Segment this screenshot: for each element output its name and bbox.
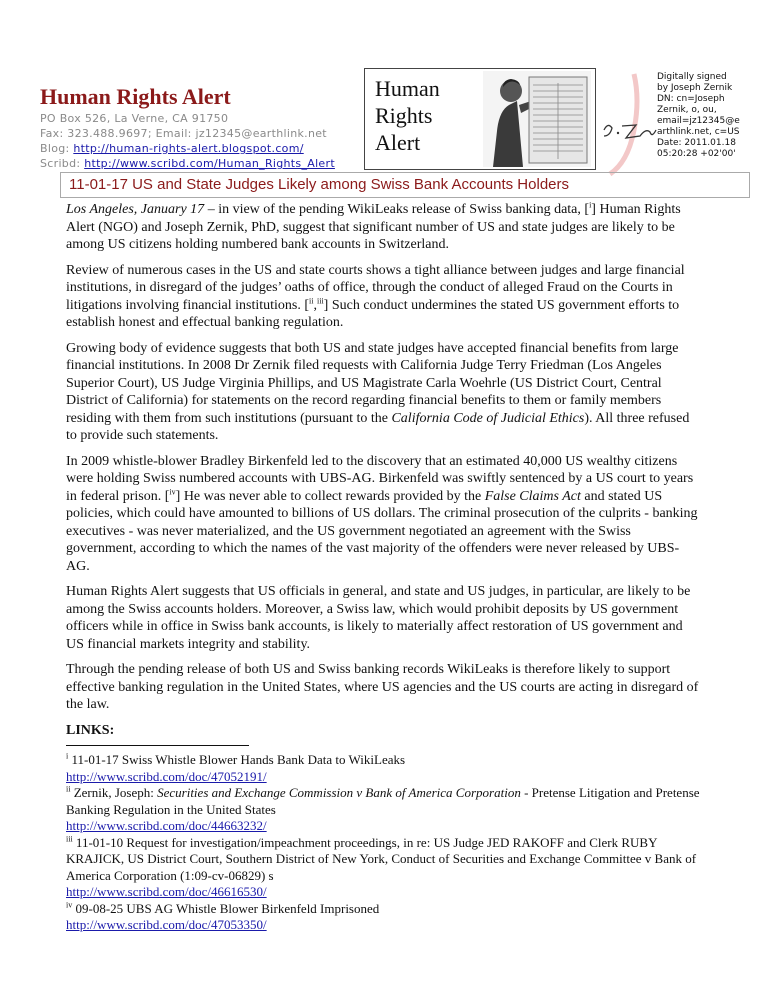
paragraph-4 (66, 453, 702, 576)
footnote-iv (66, 901, 716, 934)
sig-line-3: DN: cn=Joseph (657, 94, 725, 104)
p2-ref-separator: , (313, 297, 317, 313)
press-release-title-box (60, 172, 750, 198)
logo-text (375, 75, 440, 156)
footnote-link[interactable]: http://www.scribd.com/doc/47052191/ (66, 768, 267, 784)
footnote-text-italic: Securities and Exchange Commission v Bank of America Corporation (157, 785, 521, 800)
scribd-line (40, 157, 335, 170)
logo-line-3: Alert (375, 130, 421, 155)
footnote-marker: iii (66, 834, 73, 844)
p2-text-a: Review of numerous cases in the US and state courts shows a tight alliance between judges and large financial institutions, in disregard of the judges’ oaths of office, through the conduct of alleged Fraud on the Courts in litigations involving financial institutions. [ (66, 262, 685, 313)
footnote-marker: i (66, 751, 69, 761)
footnote-ref-iv[interactable]: iv (169, 486, 176, 496)
org-name: Human Rights Alert (40, 84, 231, 109)
sig-line-6: arthlink.net, c=US (657, 127, 740, 137)
footnote-divider (66, 745, 249, 746)
p1-text-a: – in view of the pending WikiLeaks release of Swiss banking data, [ (204, 202, 590, 217)
footnote-i (66, 752, 716, 785)
footnote-text-tail: - Pretense Litigation and Pretense Banking Regulation in the United States (66, 785, 700, 817)
org-contact: Fax: 323.488.9697; Email: jz12345@earthlink.net (40, 127, 327, 140)
signature-mark-icon (600, 70, 658, 180)
paragraph-5: Human Rights Alert suggests that US officials in general, and state and US judges, in particular, are likely to be among the Swiss accounts holders. Moreover, a Swiss law, which would prohibit deposits by US government officers while in office in Swiss bank accounts, is likely to materially affect restoration of US government and US financial markets integrity and stability. (66, 584, 691, 652)
p4-text-a: In 2009 whistle-blower Bradley Birkenfeld led to the discovery that an estimated 40,000 US wealthy citizens were holding Swiss numbered accounts with UBS-AG. Birkenfeld was swiftly sentenced by a US court to years in federal prison. [ (66, 453, 694, 504)
blog-line (40, 142, 304, 155)
hra-logo (364, 68, 596, 170)
footnote-text: 11-01-17 Swiss Whistle Blower Hands Bank Data to WikiLeaks (68, 752, 406, 767)
sig-line-5: email=jz12345@e (657, 116, 740, 126)
footnote-text: Zernik, Joseph: (70, 785, 158, 800)
sig-line-1: Digitally signed (657, 72, 727, 82)
footnote-ref-iii[interactable]: iii (317, 295, 324, 305)
p3-text-b: ). All three refused to provide such statements. (66, 410, 690, 443)
footnote-text: 09-08-25 UBS AG Whistle Blower Birkenfeld Imprisoned (72, 900, 380, 916)
sig-line-8: 05:20:28 +02'00' (657, 149, 736, 159)
scribd-link[interactable]: http://www.scribd.com/Human_Rights_Alert (84, 157, 335, 170)
footnote-link[interactable]: http://www.scribd.com/doc/44663232/ (66, 818, 267, 833)
blog-link[interactable]: http://human-rights-alert.blogspot.com/ (73, 142, 304, 155)
sig-line-4: Zernik, o, ou, (657, 105, 717, 115)
footnote-ref-i[interactable]: i (589, 200, 592, 210)
p3-code-title: California Code of Judicial Ethics (391, 410, 585, 426)
paragraph-3 (66, 340, 702, 445)
p4-text-b: ] He was never able to collect rewards provided by the (175, 488, 485, 504)
sig-line-7: Date: 2011.01.18 (657, 138, 736, 148)
footnote-link[interactable]: http://www.scribd.com/doc/47053350/ (66, 917, 267, 932)
p1-text-b: ] Human Rights Alert (NGO) and Joseph Zernik, PhD, suggest that significant number of US and state judges are likely to be among US citizens holding numbered bank accounts in Switzerland. (66, 202, 681, 252)
p2-text-b: ] Such conduct undermines the stated US government efforts to establish honest and effectual banking regulation. (66, 297, 680, 330)
dateline: Los Angeles, January 17 (66, 202, 205, 217)
footnote-marker: ii (66, 784, 71, 794)
paragraph-1 (66, 201, 702, 254)
links-heading: LINKS: (66, 722, 115, 738)
footnotes (66, 752, 716, 934)
footnote-link[interactable]: http://www.scribd.com/doc/46616530/ (66, 884, 267, 899)
footnote-text: 11-01-10 Request for investigation/impeachment proceedings, in re: US Judge JED RAKOFF and Clerk RUBY KRAJICK, US District Court, Southern District of New York, Conduct of Securities and Exchange Committee v Bank of America Corporation (1:09-cv-06829) s (66, 834, 697, 883)
footnote-ref-ii[interactable]: ii (309, 295, 314, 305)
footnote-marker: iv (66, 900, 73, 910)
p4-text-c: and stated US policies, which could have amounted to billions of US dollars. The criminal prosecution of the culprits - banking executives - was never materialized, and the US government negotiated an agreement with the Swiss government, according to which the names of the vast majority of the offenders were never released by UBS-AG. (66, 488, 698, 574)
footnote-iii (66, 835, 716, 901)
paragraph-6: Through the pending release of both US and Swiss banking records WikiLeaks is therefore likely to support effective banking regulation in the United States, where US agencies and the US courts are acting in disregard of the law. (66, 662, 699, 712)
digital-signature-info (657, 72, 767, 160)
logo-line-1: Human (375, 76, 440, 101)
paragraph-2 (66, 262, 702, 332)
blog-label: Blog: (40, 142, 74, 155)
press-release-body (66, 201, 702, 747)
footnote-ii (66, 785, 716, 835)
press-release-title: 11-01-17 US and State Judges Likely among Swiss Bank Accounts Holders (69, 176, 569, 193)
org-address: PO Box 526, La Verne, CA 91750 (40, 112, 229, 125)
p4-act-title: False Claims Act (484, 488, 581, 504)
p3-text-a: Growing body of evidence suggests that both US and state judges have accepted financial benefits from large financial institutions. In 2008 Dr Zernik filed requests with California Judge Terry Friedman (Los Angeles Superior Court), US Judge Virginia Phillips, and US Magistrate Carla Woehrle (US District Court, Central District of California) for statements on the record regarding financial benefits to them or family members residing with them from such institutions (pursuant to the (66, 340, 679, 426)
logo-line-2: Rights (375, 103, 433, 128)
scribd-label: Scribd: (40, 157, 85, 170)
sig-line-2: by Joseph Zernik (657, 83, 733, 93)
logo-photo-image (483, 71, 591, 167)
